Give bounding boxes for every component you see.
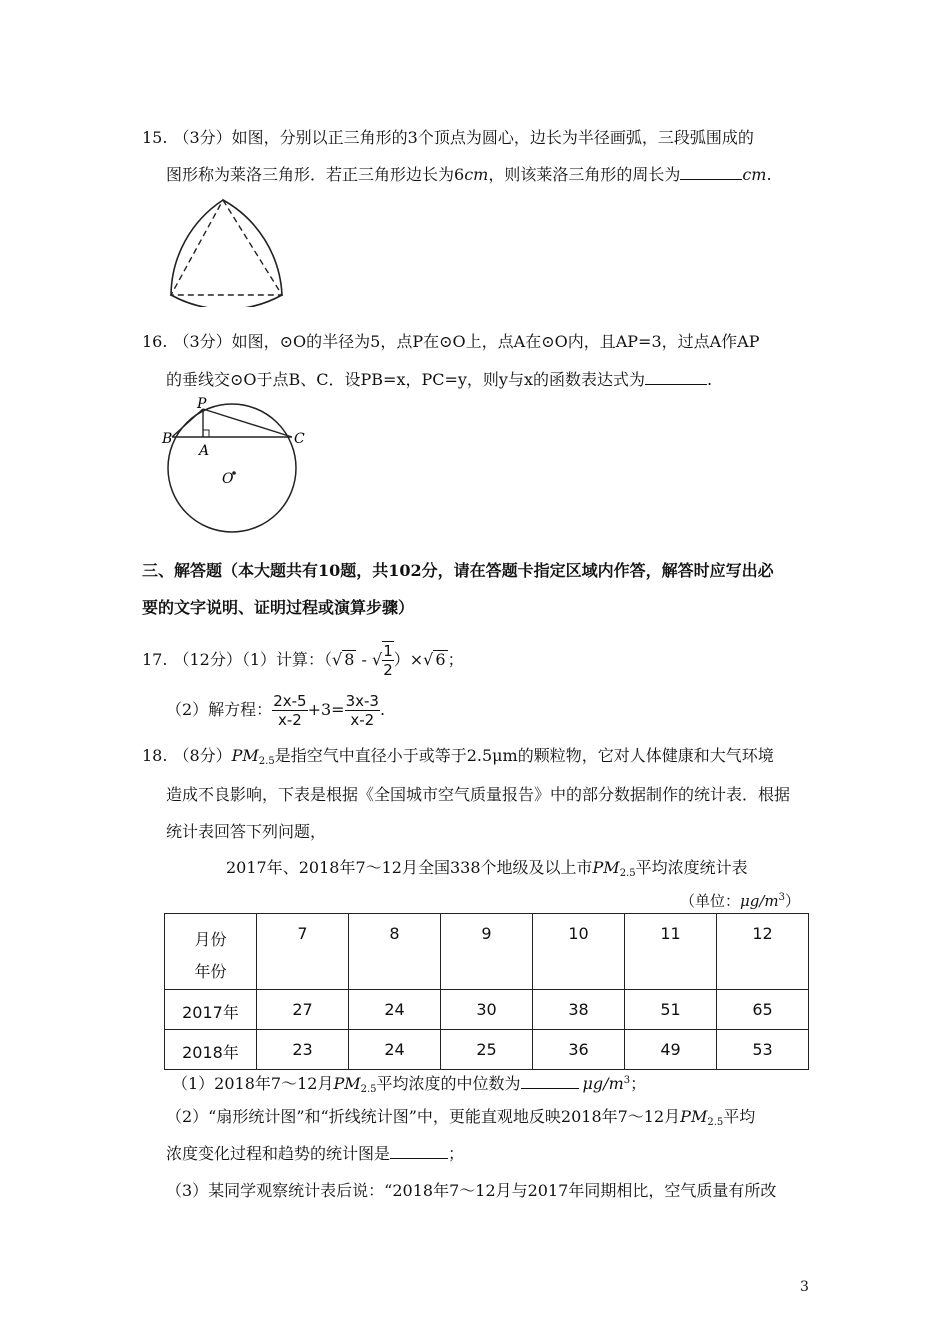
q18-sub1-sup: 3 xyxy=(623,1075,631,1086)
q17-part2-label: （2）解方程： xyxy=(166,700,273,719)
header-month-cell: 9 xyxy=(441,914,533,990)
q18-line2: 造成不良影响，下表是根据《全国城市空气质量报告》中的部分数据制作的统计表．根据 xyxy=(166,785,791,804)
q15-text2b: ，则该莱洛三角形的周长为 xyxy=(488,165,681,184)
eq-plus: +3= xyxy=(307,700,345,719)
sqrt-sign: √ xyxy=(372,650,383,669)
header-month: 月份 xyxy=(194,930,227,949)
pm25-table xyxy=(164,913,809,1070)
header-year: 年份 xyxy=(194,962,227,981)
section3-heading-line2: 要的文字说明、证明过程或演算步骤） xyxy=(142,598,415,617)
q17-times: × xyxy=(409,650,424,669)
pm-label: PM xyxy=(231,746,259,765)
value-cell: 65 xyxy=(717,990,809,1030)
table-row xyxy=(165,990,809,1030)
table-title-pm: PM xyxy=(592,858,620,877)
section3-heading-line1: 三、解答题（本大题共有10题，共102分，请在答题卡指定区域内作答，解答时应写出必 xyxy=(142,561,774,580)
q18-sub1-unit: μg/m xyxy=(582,1074,624,1093)
q15-text2a: 图形称为莱洛三角形．若正三角形边长为6 xyxy=(166,165,465,184)
q17-sqrt6: 6 xyxy=(435,650,446,669)
q15-answer-blank[interactable] xyxy=(680,165,742,180)
q18-sub1-a: （1）2018年7～12月 xyxy=(172,1074,334,1093)
q18-sub1-b: 平均浓度的中位数为 xyxy=(376,1074,521,1093)
value-cell: 51 xyxy=(625,990,717,1030)
q17-number: 17. xyxy=(142,650,168,669)
header-month-cell: 8 xyxy=(349,914,441,990)
sqrt-sign: √ xyxy=(332,650,343,669)
q18-sub1-pm-sub: 2.5 xyxy=(360,1084,377,1095)
q18-line3: 统计表回答下列问题， xyxy=(166,822,327,841)
eq-left-fraction xyxy=(272,692,307,729)
value-cell: 24 xyxy=(349,990,441,1030)
table-row xyxy=(165,1030,809,1070)
eq-right-fraction xyxy=(345,692,380,729)
reuleaux-triangle-figure xyxy=(160,192,295,307)
q17-close-paren: ） xyxy=(393,650,410,669)
page-number: 3 xyxy=(800,1279,809,1295)
q15-line1 xyxy=(142,128,754,148)
q16-answer-blank[interactable] xyxy=(645,370,707,385)
eq-right-num: 3x-3 xyxy=(345,692,379,710)
q16-line1 xyxy=(142,332,760,352)
q17-sqrt8: 8 xyxy=(344,650,355,669)
header-month-cell: 11 xyxy=(625,914,717,990)
header-corner-cell xyxy=(165,914,257,990)
q18-sub2-a: （2）“扇形统计图”和“折线统计图”中，更能直观地反映2018年7～12月 xyxy=(166,1107,681,1126)
q16-score: （3分） xyxy=(173,332,232,351)
q15-line2 xyxy=(166,165,772,185)
sqrt-sign: √ xyxy=(423,650,434,669)
header-month-cell: 7 xyxy=(257,914,349,990)
q17-open-paren: （ xyxy=(324,650,333,669)
value-cell: 38 xyxy=(533,990,625,1030)
table-title-a: 2017年、2018年7～12月全国338个地级及以上市 xyxy=(226,858,593,877)
q15-score: （3分） xyxy=(173,128,232,147)
q18-text1: 是指空气中直径小于或等于2.5μm的颗粒物，它对人体健康和大气环境 xyxy=(274,746,774,765)
q18-sub1-blank[interactable] xyxy=(521,1074,579,1089)
q17-score: （12分） xyxy=(173,650,242,669)
q17-part1-label: （1）计算： xyxy=(241,650,325,669)
q16-line2 xyxy=(166,370,712,390)
q15-end: . xyxy=(766,165,772,184)
unit-a: （单位： xyxy=(680,892,741,910)
eq-right-den: x-2 xyxy=(350,711,375,729)
q17-part2 xyxy=(166,688,385,732)
unit-b: μg/m xyxy=(740,892,779,910)
q18-sub2-line2 xyxy=(166,1144,464,1164)
label-b: B xyxy=(162,431,173,447)
q17-part1 xyxy=(142,640,464,680)
q18-sub2-b: 平均 xyxy=(723,1107,756,1126)
q18-sub3: （3）某同学观察统计表后说：“2018年7～12月与2017年同期相比，空气质量有所改 xyxy=(166,1181,777,1200)
q18-sub2-pm: PM xyxy=(680,1107,708,1126)
segment-pb xyxy=(172,409,203,437)
q18-sub2-line1 xyxy=(166,1107,755,1133)
value-cell: 23 xyxy=(257,1030,349,1070)
q15-unit: cm xyxy=(464,165,489,184)
segment-pc xyxy=(203,409,292,437)
q18-number: 18. xyxy=(142,746,168,765)
value-cell: 30 xyxy=(441,990,533,1030)
right-angle-mark xyxy=(203,430,209,437)
header-month-cell: 12 xyxy=(717,914,809,990)
table-title-b: 平均浓度统计表 xyxy=(635,858,748,877)
q15-answer-unit: cm xyxy=(742,165,767,184)
q18-line1 xyxy=(142,746,774,772)
header-month-cell: 10 xyxy=(533,914,625,990)
q18-sub2-text2: 浓度变化过程和趋势的统计图是 xyxy=(166,1144,391,1163)
q18-sub1-end: ； xyxy=(630,1074,647,1093)
circle-figure xyxy=(160,393,320,538)
pm-sub: 2.5 xyxy=(258,756,275,767)
value-cell: 25 xyxy=(441,1030,533,1070)
q18-sub1-pm: PM xyxy=(333,1074,361,1093)
eq-end: . xyxy=(379,700,386,719)
q18-sub2-pm-sub: 2.5 xyxy=(707,1117,724,1128)
q17-frac-num: 1 xyxy=(383,642,393,660)
q17-minus: - xyxy=(356,650,372,669)
eq-left-num: 2x-5 xyxy=(273,692,307,710)
q17-end1: ； xyxy=(447,650,464,669)
value-cell: 36 xyxy=(533,1030,625,1070)
unit-c: ） xyxy=(785,892,801,910)
q16-end: . xyxy=(707,370,713,389)
label-c: C xyxy=(294,431,305,447)
value-cell: 49 xyxy=(625,1030,717,1070)
q16-number: 16. xyxy=(142,332,168,351)
q16-text1: 如图，⊙O的半径为5，点P在⊙O上，点A在⊙O内，且AP=3，过点A作AP xyxy=(231,332,760,351)
label-o: O xyxy=(222,471,234,487)
value-cell: 27 xyxy=(257,990,349,1030)
value-cell: 24 xyxy=(349,1030,441,1070)
q18-score: （8分） xyxy=(173,746,232,765)
label-p: P xyxy=(197,396,207,412)
label-a: A xyxy=(199,443,210,459)
reuleaux-arcs xyxy=(171,200,282,307)
q15-text1: 如图，分别以正三角形的3个顶点为圆心，边长为半径画弧，三段弧围成的 xyxy=(231,128,754,147)
table-header-row xyxy=(165,914,809,990)
table-title xyxy=(226,858,748,884)
q18-sub2-end: ； xyxy=(448,1144,465,1163)
table-unit xyxy=(680,888,800,911)
value-cell: 53 xyxy=(717,1030,809,1070)
q17-frac-den: 2 xyxy=(383,661,393,679)
eq-left-den: x-2 xyxy=(277,711,302,729)
q18-sub1 xyxy=(172,1071,646,1100)
year-cell: 2018年 xyxy=(165,1030,257,1070)
q18-sub2-blank[interactable] xyxy=(390,1144,448,1159)
table-title-pm-sub: 2.5 xyxy=(619,868,636,879)
q15-number: 15. xyxy=(142,128,168,147)
q16-text2: 的垂线交⊙O于点B、C．设PB=x，PC=y，则y与x的函数表达式为 xyxy=(166,370,645,389)
q17-fraction xyxy=(382,642,394,679)
year-cell: 2017年 xyxy=(165,990,257,1030)
inscribed-triangle xyxy=(171,200,282,295)
unit-sup: 3 xyxy=(778,892,786,903)
